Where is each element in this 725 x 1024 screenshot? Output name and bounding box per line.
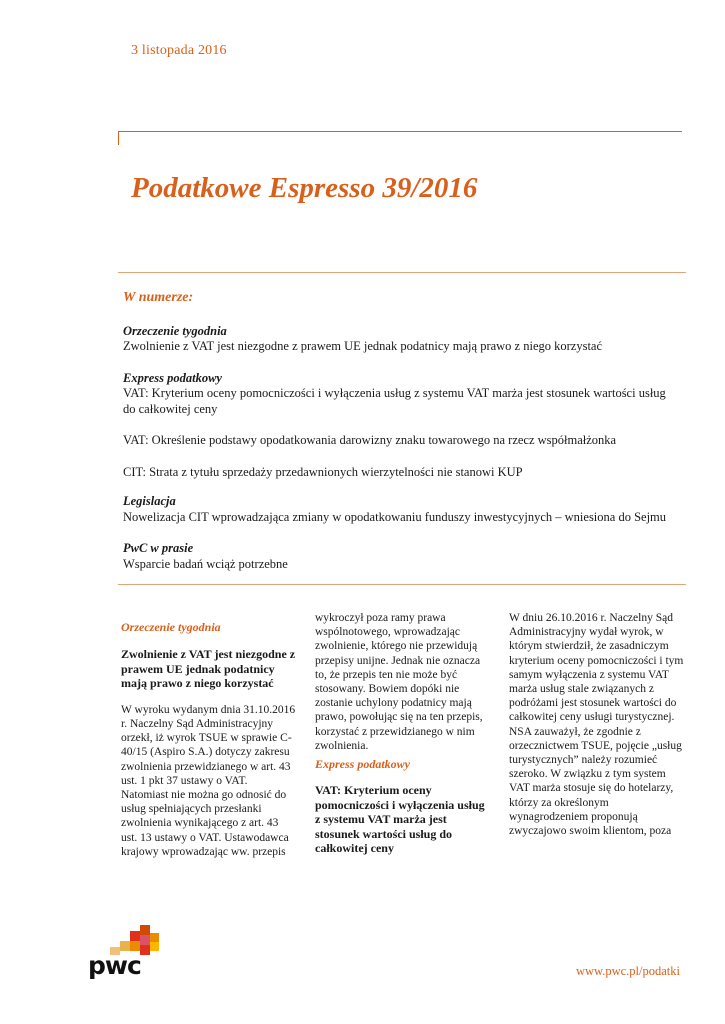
article-column-1 [121, 620, 297, 859]
toc-item[interactable]: VAT: Określenie podstawy opodatkowania darowizny znaku towarowego na rzecz współmałżonka [123, 433, 617, 447]
column-section-heading: Express podatkowy [315, 757, 411, 772]
newsletter-title: Podatkowe Espresso 39/2016 [131, 172, 478, 204]
header-frame-line [118, 131, 682, 132]
logo-wordmark: pwc [88, 951, 141, 980]
toc-heading: W numerze: [123, 290, 194, 305]
footer-link[interactable]: www.pwc.pl/podatki [575, 964, 680, 978]
toc-section-orzeczenie [123, 324, 678, 355]
article-title: Zwolnienie z VAT jest niezgodne z prawem UE jednak podatnicy mają prawo z niego korzystać [121, 647, 296, 691]
toc-section-express [123, 371, 678, 481]
article-body: W wyroku wydanym dnia 31.10.2016 r. Naczelny Sąd Administracyjny orzekł, iż wyrok TSUE w sprawie C-40/15 (Aspiro S.A.) dotyczy zakresu zwolnienia przewidzianego w art. 43 ust. 1 pkt 37 ustawy o VAT. Natomiast nie można go odnosić do usług spełniających przesłanki zwolnienia wynikającego z art. 43 ust. 13 ustawy o VAT. Ustawodawca krajowy wprowadzając ww. przepis [121, 703, 296, 858]
divider-bottom [118, 584, 686, 585]
column-section-heading: Orzeczenie tygodnia [121, 620, 221, 634]
toc-section-title: Orzeczenie tygodnia [123, 323, 227, 338]
toc-item[interactable]: Zwolnienie z VAT jest niezgodne z prawem UE jednak podatnicy mają prawo z niego korzystać [123, 339, 603, 353]
toc-section-title: Legislacja [123, 494, 176, 508]
toc-item[interactable]: Nowelizacja CIT wprowadzająca zmiany w opodatkowaniu funduszy inwestycyjnych – wniesiona do Sejmu [123, 509, 667, 524]
issue-date: 3 listopada 2016 [131, 43, 227, 58]
article-column-3 [509, 611, 684, 838]
toc-section-title: Express podatkowy [123, 370, 222, 385]
header-frame-tick [118, 131, 119, 145]
article-body: wykroczył poza ramy prawa wspólnotowego, wprowadzając zwolnienie, którego nie przewidują przepisy unijne. Jednak nie oznacza to, że przepis ten nie może być stosowany. Bowiem dopóki nie zostanie uchylony podatnicy mają prawo, powołując się na ten przepis, korzystać z przewidzianego w nim zwolnienia. [315, 612, 483, 752]
article-title: VAT: Kryterium oceny pomocniczości i wyłączenia usług z systemu VAT marża jest stosunek wartości usług do całkowitej ceny [315, 783, 485, 856]
table-of-contents [123, 290, 678, 582]
article-column-2 [315, 611, 487, 868]
pwc-logo [86, 925, 166, 985]
toc-item[interactable]: VAT: Kryterium oceny pomocniczości i wyłączenia usług z systemu VAT marża jest stosunek wartości usług do całkowitej ceny [123, 386, 666, 416]
toc-item[interactable]: CIT: Strata z tytułu sprzedaży przedawnionych wierzytelności nie stanowi KUP [123, 464, 523, 479]
toc-section-title: PwC w prasie [123, 541, 194, 555]
toc-section-legislacja [123, 494, 678, 525]
toc-item[interactable]: Wsparcie badań wciąż potrzebne [123, 556, 288, 571]
article-body: W dniu 26.10.2016 r. Naczelny Sąd Administracyjny wydał wyrok, w którym stwierdził, że zasadniczym kryterium oceny pomocniczości i tym samym wyłączenia z systemu VAT marża usług stale związanych z podróżami jest stosunek wartości do całkowitej ceny usługi turystycznej. NSA zauważył, że zgodnie z orzecznictwem TSUE, pojęcie „usług turystycznych” należy rozumieć szeroko. W związku z tym system VAT marża stosuje się do hotelarzy, którzy za określonym wynagrodzeniem proponują zwyczajowo swoim klientom, poza [509, 612, 684, 838]
divider-top [118, 272, 686, 273]
toc-section-pwc-w-prasie [123, 541, 678, 572]
